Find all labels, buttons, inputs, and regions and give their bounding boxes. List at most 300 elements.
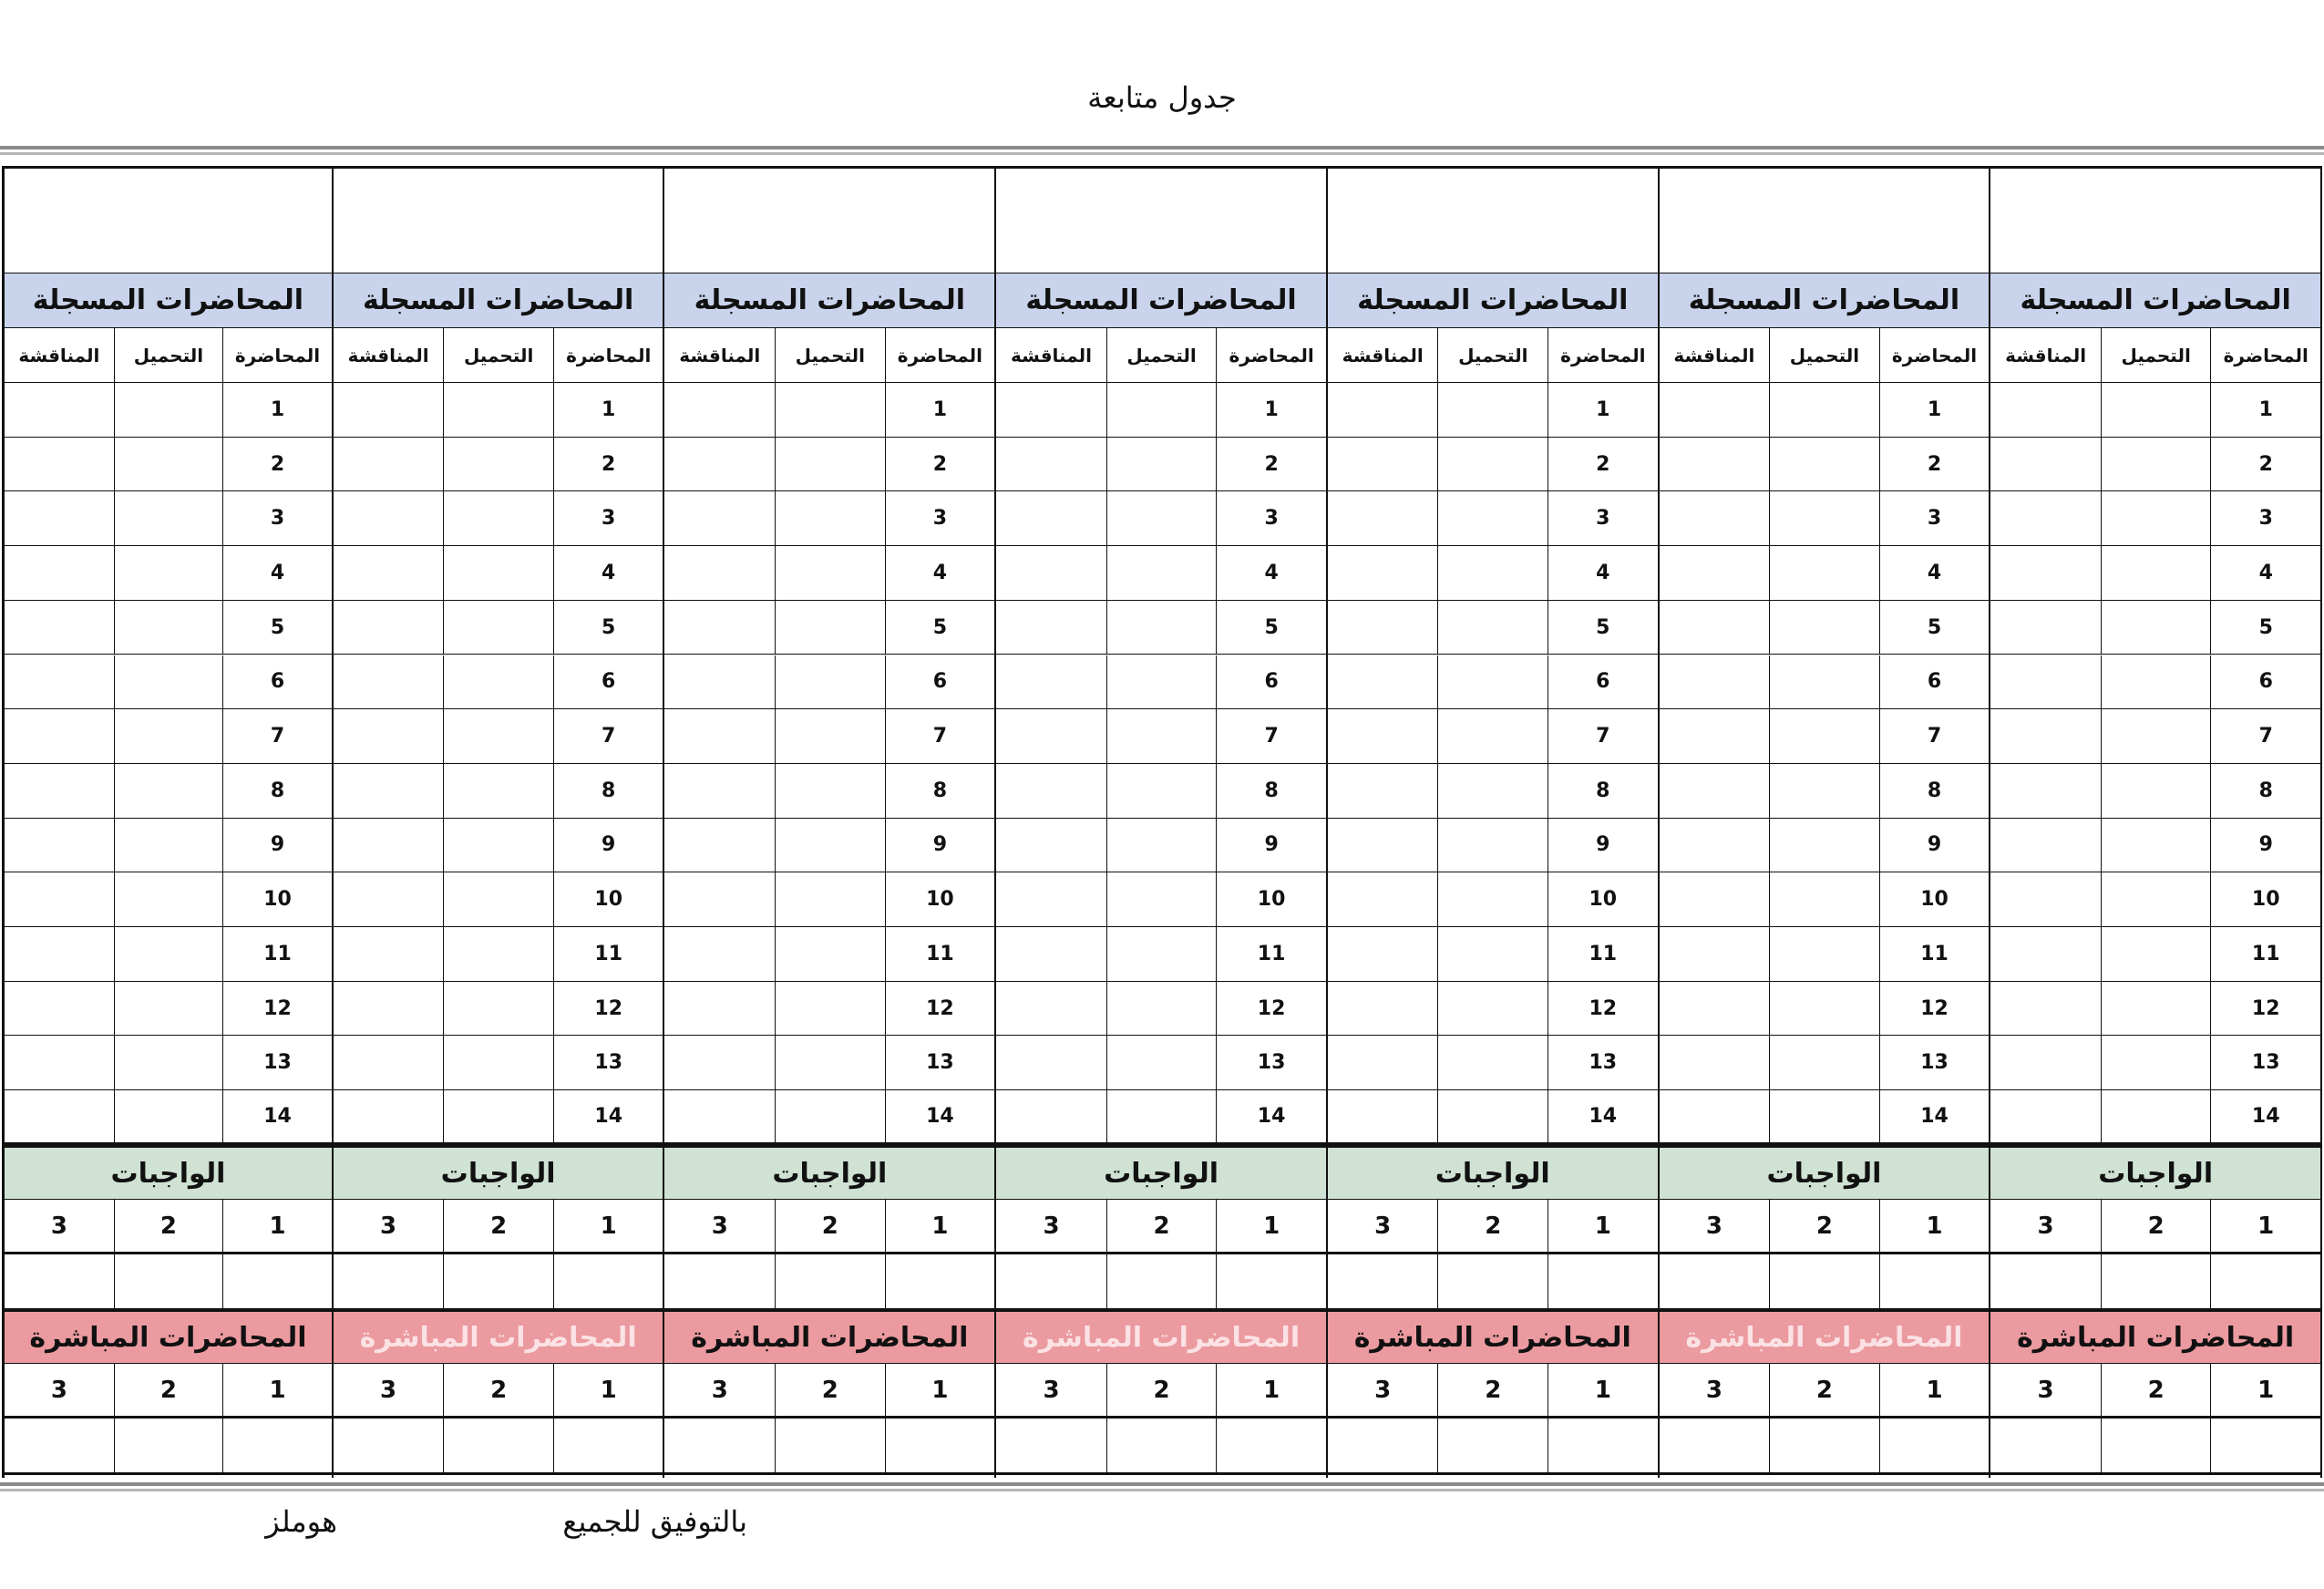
subject-title-cell[interactable]	[1660, 169, 1990, 273]
download-check-cell[interactable]	[1106, 982, 1217, 1036]
discussion-check-cell[interactable]	[5, 927, 114, 981]
download-check-cell[interactable]	[1769, 764, 1879, 818]
live-check-cell[interactable]	[443, 1419, 553, 1472]
assignment-check-cell[interactable]	[334, 1254, 444, 1308]
subject-title-cell[interactable]	[1990, 169, 2320, 273]
lecture-number-cell	[222, 872, 332, 926]
download-check-cell[interactable]	[2101, 383, 2211, 437]
download-check-cell[interactable]	[775, 1090, 885, 1142]
discussion-check-cell[interactable]	[1660, 819, 1770, 872]
discussion-check-cell[interactable]	[5, 438, 114, 491]
download-check-cell[interactable]	[775, 819, 885, 872]
discussion-check-cell[interactable]	[1660, 655, 1770, 709]
discussion-check-cell[interactable]	[996, 927, 1106, 981]
discussion-check-cell[interactable]	[334, 1036, 444, 1089]
live-check-cell[interactable]	[665, 1419, 776, 1472]
subject-column	[996, 166, 1328, 1478]
discussion-check-cell[interactable]	[334, 1090, 444, 1142]
download-check-cell[interactable]	[1437, 982, 1548, 1036]
lecture-row	[334, 1090, 663, 1145]
download-check-cell[interactable]	[1437, 438, 1548, 491]
live-number: 1	[2257, 1376, 2275, 1404]
subject-title-cell[interactable]	[1328, 169, 1658, 273]
download-check-cell[interactable]	[775, 709, 885, 763]
discussion-check-cell[interactable]	[5, 709, 114, 763]
lecture-number: 8	[1927, 779, 1942, 802]
download-check-cell[interactable]	[1106, 601, 1217, 655]
discussion-check-cell[interactable]	[1660, 1036, 1770, 1089]
download-check-cell[interactable]	[2101, 872, 2211, 926]
download-check-cell[interactable]	[443, 438, 553, 491]
discussion-check-cell[interactable]	[665, 491, 776, 545]
discussion-check-cell[interactable]	[5, 546, 114, 600]
discussion-check-cell[interactable]	[5, 982, 114, 1036]
subject-title-cell[interactable]	[334, 169, 663, 273]
live-check-row	[996, 1419, 1326, 1475]
discussion-check-cell[interactable]	[665, 927, 776, 981]
discussion-check-cell[interactable]	[665, 764, 776, 818]
download-check-cell[interactable]	[1769, 546, 1879, 600]
download-check-cell[interactable]	[443, 546, 553, 600]
discussion-check-cell[interactable]	[1328, 1036, 1438, 1089]
discussion-check-cell[interactable]	[334, 383, 444, 437]
download-check-cell[interactable]	[1437, 383, 1548, 437]
discussion-check-cell[interactable]	[996, 546, 1106, 600]
lecture-number: 12	[2251, 996, 2280, 1020]
discussion-check-cell[interactable]	[1328, 764, 1438, 818]
download-check-cell[interactable]	[1769, 927, 1879, 981]
lecture-header-cell	[2210, 328, 2320, 382]
live-check-cell[interactable]	[222, 1419, 332, 1472]
discussion-check-cell[interactable]	[5, 764, 114, 818]
discussion-check-cell[interactable]	[1660, 982, 1770, 1036]
discussion-check-cell[interactable]	[334, 764, 444, 818]
discussion-check-cell[interactable]	[5, 872, 114, 926]
discussion-check-cell[interactable]	[1660, 491, 1770, 545]
assignment-check-cell[interactable]	[775, 1254, 885, 1308]
discussion-header: المناقشة	[1342, 344, 1424, 366]
discussion-check-cell[interactable]	[1990, 764, 2101, 818]
discussion-check-cell[interactable]	[334, 819, 444, 872]
download-check-cell[interactable]	[443, 1090, 553, 1142]
download-check-cell[interactable]	[1106, 546, 1217, 600]
download-check-cell[interactable]	[1437, 546, 1548, 600]
discussion-check-cell[interactable]	[1660, 872, 1770, 926]
download-check-cell[interactable]	[1437, 872, 1548, 926]
discussion-check-cell[interactable]	[1990, 982, 2101, 1036]
discussion-check-cell[interactable]	[1990, 927, 2101, 981]
download-check-cell[interactable]	[114, 438, 223, 491]
discussion-check-cell[interactable]	[1660, 764, 1770, 818]
discussion-check-cell[interactable]	[5, 1036, 114, 1089]
live-number: 2	[821, 1376, 838, 1404]
assignment-check-cell[interactable]	[885, 1254, 995, 1308]
download-check-cell[interactable]	[1437, 1036, 1548, 1089]
live-check-cell[interactable]	[553, 1419, 663, 1472]
lecture-row	[1990, 601, 2320, 655]
download-check-cell[interactable]	[2101, 982, 2211, 1036]
download-check-cell[interactable]	[2101, 927, 2211, 981]
lecture-number-cell	[222, 491, 332, 545]
download-check-cell[interactable]	[1769, 438, 1879, 491]
download-check-cell[interactable]	[443, 872, 553, 926]
discussion-check-cell[interactable]	[5, 383, 114, 437]
discussion-check-cell[interactable]	[996, 764, 1106, 818]
discussion-check-cell[interactable]	[1660, 383, 1770, 437]
discussion-check-cell[interactable]	[334, 438, 444, 491]
discussion-check-cell[interactable]	[665, 709, 776, 763]
live-check-cell[interactable]	[1769, 1419, 1879, 1472]
live-check-cell[interactable]	[885, 1419, 995, 1472]
discussion-check-cell[interactable]	[1990, 1036, 2101, 1089]
discussion-check-cell[interactable]	[1328, 872, 1438, 926]
discussion-check-cell[interactable]	[1990, 1090, 2101, 1142]
discussion-check-cell[interactable]	[996, 655, 1106, 709]
download-check-cell[interactable]	[775, 927, 885, 981]
discussion-check-cell[interactable]	[1990, 383, 2101, 437]
assignment-check-cell[interactable]	[1769, 1254, 1879, 1308]
download-check-cell[interactable]	[1106, 1036, 1217, 1089]
download-check-cell[interactable]	[775, 872, 885, 926]
download-check-cell[interactable]	[2101, 1036, 2211, 1089]
recorded-header: المحاضرات المسجلة	[1688, 284, 1960, 316]
discussion-check-cell[interactable]	[1328, 383, 1438, 437]
download-check-cell[interactable]	[1106, 655, 1217, 709]
download-check-cell[interactable]	[114, 927, 223, 981]
discussion-check-cell[interactable]	[334, 709, 444, 763]
lecture-row	[1328, 927, 1658, 982]
download-check-cell[interactable]	[2101, 819, 2211, 872]
live-check-cell[interactable]	[2210, 1419, 2320, 1472]
download-check-cell[interactable]	[1437, 709, 1548, 763]
download-check-cell[interactable]	[2101, 601, 2211, 655]
discussion-check-cell[interactable]	[334, 491, 444, 545]
download-check-cell[interactable]	[2101, 655, 2211, 709]
download-check-cell[interactable]	[1437, 655, 1548, 709]
live-check-cell[interactable]	[114, 1419, 223, 1472]
assignment-check-cell[interactable]	[1437, 1254, 1548, 1308]
lecture-number: 9	[932, 833, 948, 857]
discussion-check-cell[interactable]	[665, 982, 776, 1036]
discussion-check-cell[interactable]	[996, 438, 1106, 491]
discussion-check-cell[interactable]	[5, 655, 114, 709]
assignment-number: 2	[1485, 1212, 1502, 1240]
download-check-cell[interactable]	[1437, 491, 1548, 545]
download-check-cell[interactable]	[114, 655, 223, 709]
download-check-cell[interactable]	[775, 655, 885, 709]
discussion-check-cell[interactable]	[1660, 546, 1770, 600]
assignment-check-cell[interactable]	[665, 1254, 776, 1308]
download-check-cell[interactable]	[2101, 491, 2211, 545]
live-check-cell[interactable]	[1216, 1419, 1326, 1472]
assignment-number: 2	[2147, 1212, 2165, 1240]
live-check-cell[interactable]	[1106, 1419, 1217, 1472]
live-check-cell[interactable]	[996, 1419, 1106, 1472]
live-check-cell[interactable]	[334, 1419, 444, 1472]
discussion-check-cell[interactable]	[996, 872, 1106, 926]
lecture-number: 7	[932, 725, 948, 748]
live-number-cell	[775, 1364, 885, 1416]
recorded-header-row	[334, 273, 663, 328]
subject-title-cell[interactable]	[664, 169, 994, 273]
lecture-row	[5, 872, 332, 927]
download-check-cell[interactable]	[1106, 927, 1217, 981]
download-check-cell[interactable]	[1106, 709, 1217, 763]
discussion-check-cell[interactable]	[1990, 546, 2101, 600]
download-check-cell[interactable]	[775, 546, 885, 600]
discussion-check-cell[interactable]	[1328, 601, 1438, 655]
assignment-number: 1	[1926, 1212, 1943, 1240]
download-check-cell[interactable]	[114, 491, 223, 545]
discussion-check-cell[interactable]	[996, 601, 1106, 655]
download-check-cell[interactable]	[2101, 709, 2211, 763]
discussion-check-cell[interactable]	[1990, 655, 2101, 709]
live-check-cell[interactable]	[5, 1419, 114, 1472]
download-check-cell[interactable]	[114, 383, 223, 437]
download-check-cell[interactable]	[1106, 383, 1217, 437]
assignment-check-cell[interactable]	[1106, 1254, 1217, 1308]
discussion-check-cell[interactable]	[665, 819, 776, 872]
discussion-check-cell[interactable]	[5, 601, 114, 655]
download-check-cell[interactable]	[1769, 1036, 1879, 1089]
live-check-cell[interactable]	[1328, 1419, 1438, 1472]
discussion-check-cell[interactable]	[996, 383, 1106, 437]
assignment-check-cell[interactable]	[1328, 1254, 1438, 1308]
assignment-check-cell[interactable]	[5, 1254, 114, 1308]
lecture-header-cell	[1548, 328, 1658, 382]
download-header-cell	[1769, 328, 1879, 382]
discussion-check-cell[interactable]	[334, 872, 444, 926]
discussion-check-cell[interactable]	[1660, 1090, 1770, 1142]
discussion-check-cell[interactable]	[1328, 927, 1438, 981]
discussion-check-cell[interactable]	[1328, 709, 1438, 763]
download-check-cell[interactable]	[2101, 764, 2211, 818]
assignment-check-cell[interactable]	[443, 1254, 553, 1308]
discussion-check-cell[interactable]	[665, 1090, 776, 1142]
download-check-cell[interactable]	[114, 709, 223, 763]
discussion-check-cell[interactable]	[5, 1090, 114, 1142]
download-check-cell[interactable]	[443, 383, 553, 437]
discussion-check-cell[interactable]	[1990, 872, 2101, 926]
discussion-check-cell[interactable]	[665, 655, 776, 709]
download-check-cell[interactable]	[1769, 383, 1879, 437]
discussion-check-cell[interactable]	[1660, 438, 1770, 491]
download-check-cell[interactable]	[443, 491, 553, 545]
download-check-cell[interactable]	[443, 764, 553, 818]
download-check-cell[interactable]	[443, 709, 553, 763]
download-check-cell[interactable]	[443, 819, 553, 872]
assignment-check-cell[interactable]	[2101, 1254, 2211, 1308]
discussion-check-cell[interactable]	[1328, 819, 1438, 872]
download-check-cell[interactable]	[775, 764, 885, 818]
download-check-cell[interactable]	[1437, 764, 1548, 818]
download-check-cell[interactable]	[2101, 546, 2211, 600]
download-check-cell[interactable]	[114, 1036, 223, 1089]
discussion-check-cell[interactable]	[1660, 927, 1770, 981]
download-check-cell[interactable]	[775, 601, 885, 655]
discussion-check-cell[interactable]	[1328, 655, 1438, 709]
live-number: 1	[1594, 1376, 1611, 1404]
discussion-check-cell[interactable]	[1990, 491, 2101, 545]
assignment-number: 1	[931, 1212, 949, 1240]
lecture-number: 1	[2258, 397, 2273, 421]
download-check-cell[interactable]	[2101, 1090, 2211, 1142]
live-header: المحاضرات المباشرة	[2017, 1321, 2295, 1354]
discussion-check-cell[interactable]	[1328, 982, 1438, 1036]
download-check-cell[interactable]	[1769, 819, 1879, 872]
live-check-cell[interactable]	[1990, 1419, 2101, 1472]
lecture-row	[5, 546, 332, 601]
assignment-check-cell[interactable]	[114, 1254, 223, 1308]
lecture-number-cell	[2210, 1036, 2320, 1089]
download-check-cell[interactable]	[114, 872, 223, 926]
assignment-check-cell[interactable]	[1990, 1254, 2101, 1308]
lecture-row	[1660, 438, 1990, 492]
live-check-cell[interactable]	[1879, 1419, 1990, 1472]
download-check-cell[interactable]	[1106, 1090, 1217, 1142]
live-number: 3	[1043, 1376, 1060, 1404]
discussion-check-cell[interactable]	[1328, 438, 1438, 491]
download-check-cell[interactable]	[443, 655, 553, 709]
assignment-check-cell[interactable]	[222, 1254, 332, 1308]
lecture-number: 11	[1589, 942, 1618, 965]
download-check-cell[interactable]	[1437, 1090, 1548, 1142]
discussion-check-cell[interactable]	[1990, 601, 2101, 655]
download-check-cell[interactable]	[1106, 491, 1217, 545]
discussion-check-cell[interactable]	[334, 655, 444, 709]
assignment-check-cell[interactable]	[2210, 1254, 2320, 1308]
discussion-check-cell[interactable]	[1660, 601, 1770, 655]
discussion-check-cell[interactable]	[1328, 491, 1438, 545]
download-check-cell[interactable]	[443, 927, 553, 981]
live-check-cell[interactable]	[775, 1419, 885, 1472]
assignment-check-cell[interactable]	[1216, 1254, 1326, 1308]
live-check-cell[interactable]	[1660, 1419, 1770, 1472]
download-check-cell[interactable]	[775, 982, 885, 1036]
download-check-cell[interactable]	[1106, 764, 1217, 818]
discussion-check-cell[interactable]	[996, 709, 1106, 763]
discussion-check-cell[interactable]	[665, 1036, 776, 1089]
lecture-number: 2	[2258, 452, 2273, 476]
lecture-header: المحاضرة	[2223, 344, 2309, 366]
discussion-check-cell[interactable]	[1328, 546, 1438, 600]
download-check-cell[interactable]	[1769, 1090, 1879, 1142]
discussion-check-cell[interactable]	[665, 546, 776, 600]
assignments-header-cell	[1328, 1148, 1658, 1199]
lecture-header: المحاضرة	[1560, 344, 1646, 366]
discussion-check-cell[interactable]	[334, 601, 444, 655]
discussion-check-cell[interactable]	[334, 927, 444, 981]
discussion-check-cell[interactable]	[665, 438, 776, 491]
assignments-header-cell	[5, 1148, 332, 1199]
download-check-cell[interactable]	[114, 546, 223, 600]
lecture-number: 2	[1596, 452, 1610, 476]
live-check-cell[interactable]	[1437, 1419, 1548, 1472]
download-check-cell[interactable]	[114, 819, 223, 872]
discussion-check-cell[interactable]	[1990, 709, 2101, 763]
lecture-header: المحاضرة	[1891, 344, 1978, 366]
assignment-check-cell[interactable]	[1879, 1254, 1990, 1308]
discussion-check-cell[interactable]	[996, 982, 1106, 1036]
live-check-cell[interactable]	[1548, 1419, 1658, 1472]
discussion-check-cell[interactable]	[665, 601, 776, 655]
discussion-check-cell[interactable]	[996, 491, 1106, 545]
lecture-number-cell	[1548, 819, 1658, 872]
subject-title-cell[interactable]	[5, 169, 332, 273]
discussion-check-cell[interactable]	[5, 491, 114, 545]
recorded-header-row	[664, 273, 994, 328]
download-check-cell[interactable]	[1769, 709, 1879, 763]
discussion-check-cell[interactable]	[996, 819, 1106, 872]
assignment-check-cell[interactable]	[553, 1254, 663, 1308]
lecture-number-cell	[222, 546, 332, 600]
discussion-check-cell[interactable]	[665, 872, 776, 926]
lecture-row	[1660, 491, 1990, 546]
discussion-check-cell[interactable]	[1660, 709, 1770, 763]
discussion-check-cell[interactable]	[1990, 819, 2101, 872]
download-check-cell[interactable]	[1106, 438, 1217, 491]
discussion-check-cell[interactable]	[996, 1036, 1106, 1089]
download-check-cell[interactable]	[775, 383, 885, 437]
download-check-cell[interactable]	[1769, 872, 1879, 926]
lecture-number: 4	[1927, 561, 1942, 584]
lecture-number-cell	[2210, 872, 2320, 926]
assignment-check-cell[interactable]	[1548, 1254, 1658, 1308]
download-check-cell[interactable]	[114, 601, 223, 655]
assignment-number: 3	[2037, 1212, 2054, 1240]
live-number-cell	[2210, 1364, 2320, 1416]
footer-wish: بالتوفيق للجميع	[562, 1504, 747, 1539]
download-check-cell[interactable]	[775, 1036, 885, 1089]
discussion-check-cell[interactable]	[1990, 438, 2101, 491]
download-check-cell[interactable]	[1769, 982, 1879, 1036]
lecture-number-cell	[222, 709, 332, 763]
lecture-row	[1328, 872, 1658, 927]
download-check-cell[interactable]	[114, 982, 223, 1036]
lecture-number: 7	[2258, 725, 2273, 748]
lecture-number: 4	[1264, 561, 1279, 584]
download-check-cell[interactable]	[1437, 601, 1548, 655]
discussion-check-cell[interactable]	[996, 1090, 1106, 1142]
lecture-number: 4	[1596, 561, 1610, 584]
discussion-check-cell[interactable]	[334, 546, 444, 600]
download-check-cell[interactable]	[1769, 491, 1879, 545]
discussion-check-cell[interactable]	[334, 982, 444, 1036]
download-header: التحميل	[133, 344, 204, 366]
discussion-check-cell[interactable]	[5, 819, 114, 872]
download-check-cell[interactable]	[114, 764, 223, 818]
download-check-cell[interactable]	[1437, 927, 1548, 981]
download-check-cell[interactable]	[443, 1036, 553, 1089]
download-check-cell[interactable]	[1769, 601, 1879, 655]
download-check-cell[interactable]	[775, 491, 885, 545]
discussion-check-cell[interactable]	[1328, 1090, 1438, 1142]
download-check-cell[interactable]	[1106, 872, 1217, 926]
download-check-cell[interactable]	[2101, 438, 2211, 491]
discussion-check-cell[interactable]	[665, 383, 776, 437]
download-check-cell[interactable]	[1437, 819, 1548, 872]
subject-title-cell[interactable]	[996, 169, 1326, 273]
download-check-cell[interactable]	[443, 601, 553, 655]
live-check-cell[interactable]	[2101, 1419, 2211, 1472]
download-check-cell[interactable]	[114, 1090, 223, 1142]
download-check-cell[interactable]	[775, 438, 885, 491]
download-check-cell[interactable]	[443, 982, 553, 1036]
assignment-check-cell[interactable]	[1660, 1254, 1770, 1308]
download-check-cell[interactable]	[1106, 819, 1217, 872]
assignment-check-cell[interactable]	[996, 1254, 1106, 1308]
download-check-cell[interactable]	[1769, 655, 1879, 709]
